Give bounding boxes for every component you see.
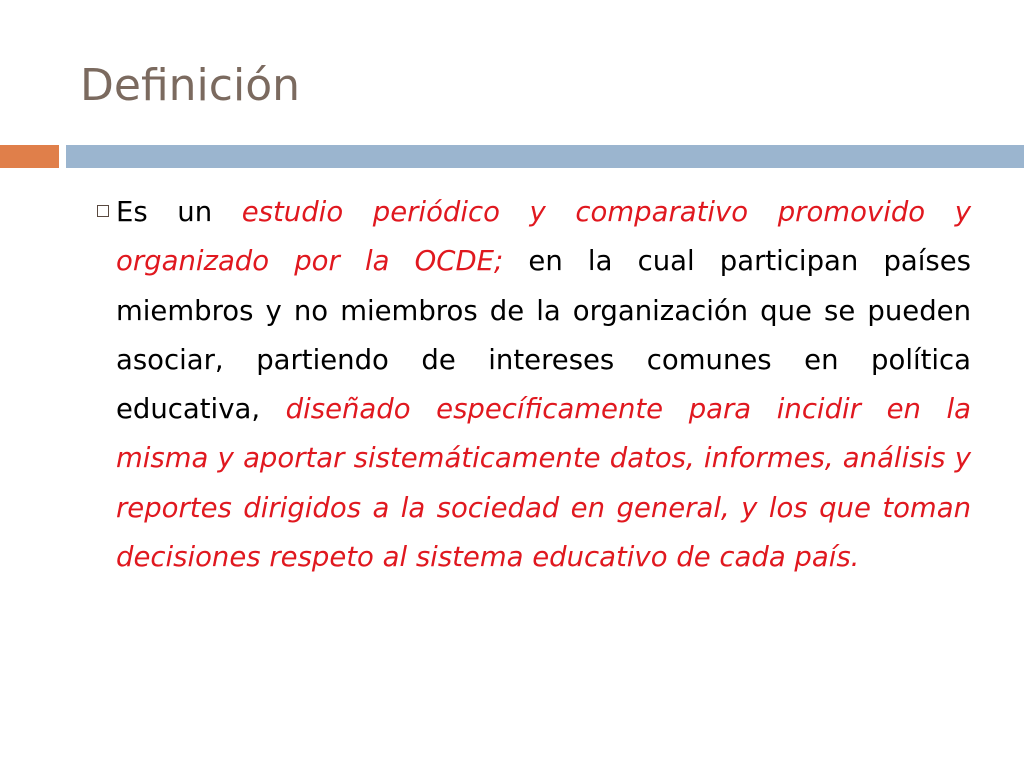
bullet-paragraph — [116, 188, 971, 582]
bullet-text-plain: Es un — [116, 196, 242, 228]
bullet-text-emphasis: estudio periódico y comparativo promovido y organizado por la OCDE; — [116, 196, 971, 278]
title-divider-bar — [66, 145, 1024, 168]
title-accent-bar — [0, 145, 59, 168]
hollow-square-bullet-icon — [97, 205, 109, 217]
bullet-text-emphasis: diseñado específicamente para incidir en la misma y aportar sistemáticamente datos, informes, análisis y reportes dirigidos a la sociedad en general, y los que toman decisiones respeto al sistema educativo de cada país. — [116, 393, 971, 574]
slide-title: Definición — [80, 60, 300, 111]
bullet-text-plain: en la cual participan países miembros y no miembros de la organización que se pueden asociar, partiendo de intereses comunes en política educativa, — [116, 245, 971, 426]
